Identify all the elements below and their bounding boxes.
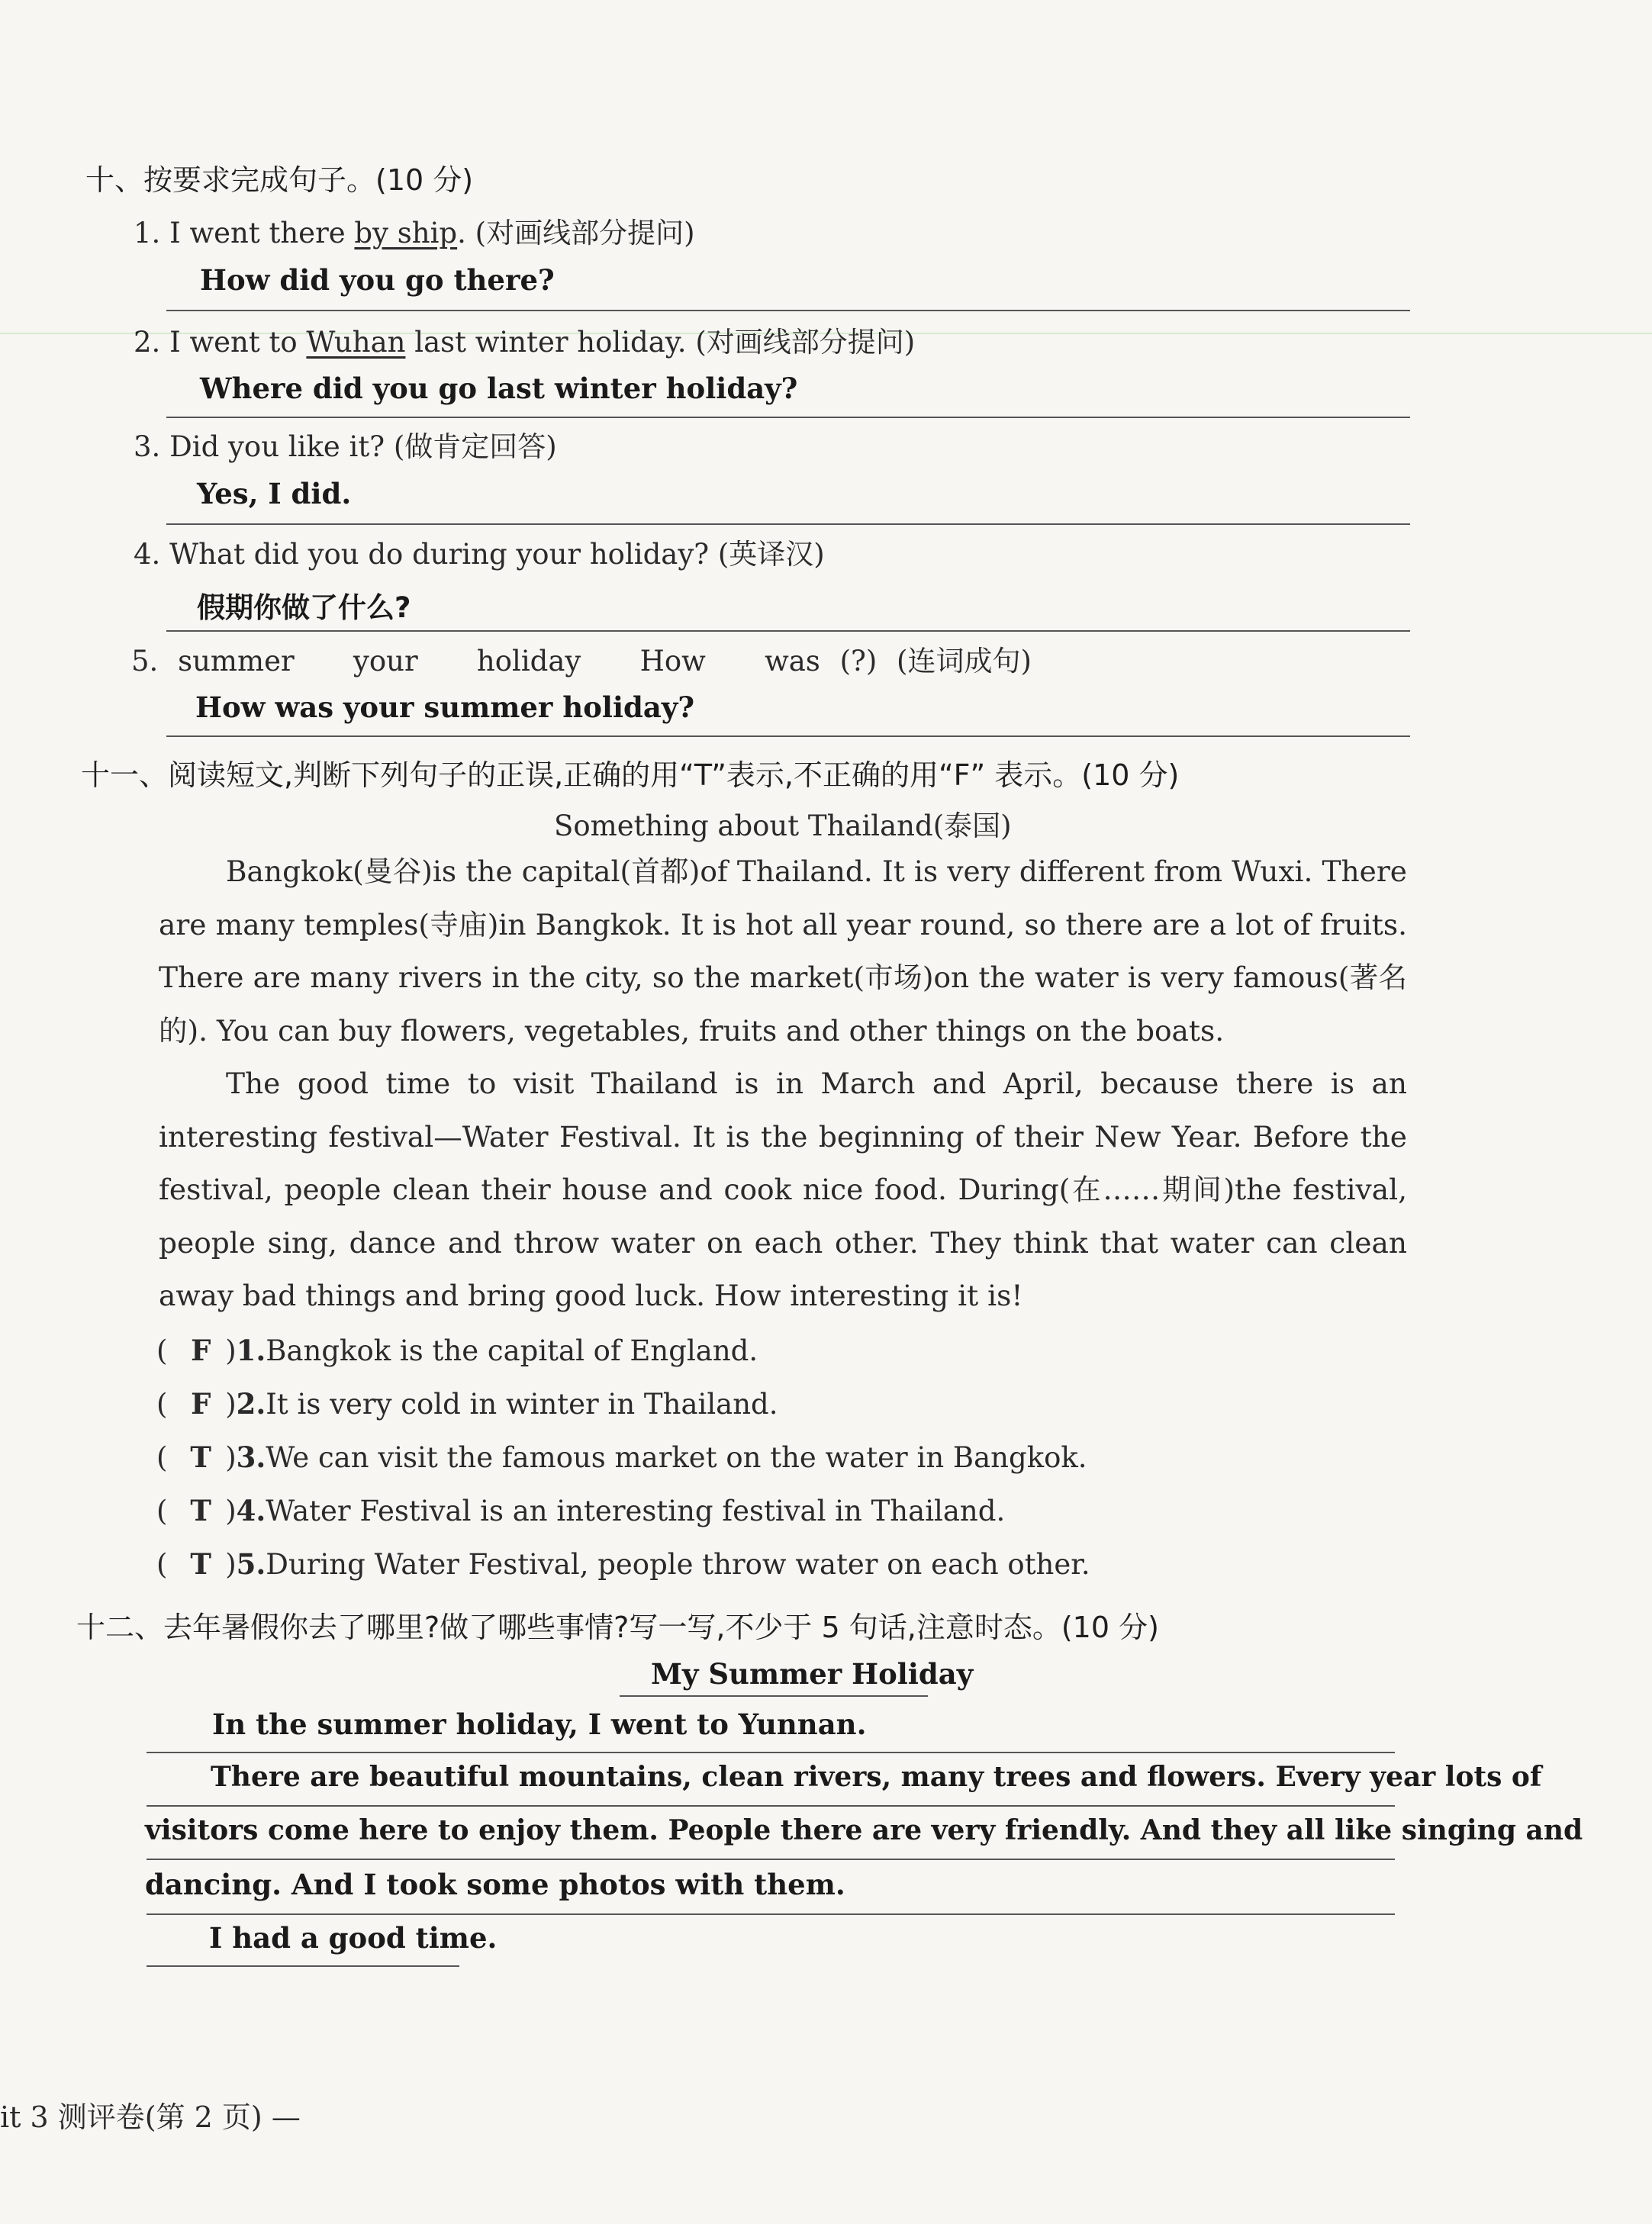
answer-5: How was your summer holiday? <box>195 690 695 724</box>
answer-1: How did you go there? <box>200 263 555 297</box>
judgment-mark: T <box>190 1494 211 1527</box>
question-number: 1. <box>134 217 161 249</box>
answer-line <box>166 417 1410 418</box>
judgment-mark: T <box>190 1547 211 1581</box>
question-text-pre: I went there <box>169 217 355 249</box>
underlined-phrase: by ship <box>354 217 458 249</box>
question-number: 2. <box>134 326 161 359</box>
judgment-number: 3. <box>236 1440 266 1474</box>
answer-3: Yes, I did. <box>197 477 352 510</box>
section-11-heading: 十一、阅读短文,判断下列句子的正误,正确的用“T”表示,不正确的用“F” 表示。(10 分) <box>81 758 1180 792</box>
answer-line <box>166 310 1410 311</box>
essay-title: My Summer Holiday <box>651 1657 974 1691</box>
question-text-post: last winter holiday. (对画线部分提问) <box>405 326 916 359</box>
judgment-number: 5. <box>236 1547 266 1581</box>
judgment-text: It is very cold in winter in Thailand. <box>266 1388 778 1421</box>
judgment-mark: T <box>190 1440 211 1474</box>
question-4 <box>134 531 825 572</box>
answer-line <box>166 523 1410 525</box>
essay-line-2: There are beautiful mountains, clean rivers, many trees and flowers. Every year lots of <box>211 1761 1542 1793</box>
question-text-pre: I went to <box>169 326 307 359</box>
essay-rule <box>147 1752 1395 1753</box>
judgment-text: During Water Festival, people throw water on each other. <box>266 1548 1090 1581</box>
judgment-number: 1. <box>236 1334 266 1367</box>
essay-line-1: In the summer holiday, I went to Yunnan. <box>212 1707 867 1741</box>
question-3 <box>134 423 557 465</box>
question-number: 4. <box>134 538 161 571</box>
question-text-post: . (对画线部分提问) <box>457 217 695 249</box>
essay-rule <box>147 1859 1395 1860</box>
reading-passage <box>159 845 1407 1323</box>
judgment-number: 2. <box>236 1387 266 1421</box>
answer-2: Where did you go last winter holiday? <box>200 372 798 405</box>
answer-line <box>166 735 1410 737</box>
passage-paragraph-2: The good time to visit Thailand is in March and April, because there is an interesting festival—Water Festival. It is the beginning of their New Year. Before the festival, people clean their house and cook nice food. During(在……期间)the festival, people sing, dance and throw water on each other. They think that water can clean away bad things and bring good luck. How interesting it is! <box>159 1067 1407 1312</box>
passage-paragraph-1: Bangkok(曼谷)is the capital(首都)of Thailand. It is very different from Wuxi. There are many temples(寺庙)in Bangkok. It is hot all year round, so there are a lot of fruits. There are many rivers in the city, so the market(市场)on the water is very famous(著名的). You can buy flowers, vegetables, fruits and other things on the boats. <box>159 855 1407 1048</box>
essay-rule <box>147 1805 1395 1807</box>
judgment-5: ( T )5.During Water Festival, people throw water on each other. <box>156 1547 1090 1581</box>
question-text: summer your holiday How was (?) (连词成句) <box>178 645 1032 677</box>
question-1 <box>134 210 695 251</box>
judgment-2: ( F )2.It is very cold in winter in Thailand. <box>156 1387 778 1421</box>
question-number: 3. <box>134 430 161 463</box>
answer-4: 假期你做了什么? <box>197 591 411 624</box>
passage-title: Something about Thailand(泰国) <box>554 809 1012 842</box>
judgment-1: ( F )1.Bangkok is the capital of England. <box>156 1334 758 1367</box>
judgment-number: 4. <box>236 1494 266 1527</box>
essay-line-3: visitors come here to enjoy them. People there are very friendly. And they all like singing and <box>145 1814 1583 1846</box>
judgment-mark: F <box>191 1387 211 1421</box>
judgment-text: Water Festival is an interesting festival in Thailand. <box>266 1495 1006 1527</box>
essay-rule <box>147 1965 459 1967</box>
underlined-phrase: Wuhan <box>306 326 406 359</box>
judgment-text: We can visit the famous market on the water in Bangkok. <box>266 1441 1087 1474</box>
judgment-4: ( T )4.Water Festival is an interesting festival in Thailand. <box>156 1494 1006 1527</box>
judgment-text: Bangkok is the capital of England. <box>266 1334 758 1367</box>
question-2 <box>134 319 915 360</box>
question-5 <box>131 638 1032 679</box>
page-footer: it 3 测评卷(第 2 页) — <box>0 2100 301 2134</box>
judgment-3: ( T )3.We can visit the famous market on the water in Bangkok. <box>156 1440 1087 1474</box>
question-text: What did you do during your holiday? (英译汉) <box>169 538 825 571</box>
essay-line-5: I had a good time. <box>209 1921 498 1955</box>
section-10-heading: 十、按要求完成句子。(10 分) <box>85 163 474 197</box>
question-number: 5. <box>131 645 159 677</box>
title-line <box>620 1695 928 1697</box>
question-text: Did you like it? (做肯定回答) <box>169 430 557 463</box>
judgment-mark: F <box>191 1334 211 1367</box>
essay-rule <box>147 1913 1395 1915</box>
answer-line <box>166 630 1410 632</box>
essay-line-4: dancing. And I took some photos with them. <box>145 1868 845 1901</box>
section-12-heading: 十二、去年暑假你去了哪里?做了哪些事情?写一写,不少于 5 句话,注意时态。(10 分) <box>76 1611 1159 1644</box>
